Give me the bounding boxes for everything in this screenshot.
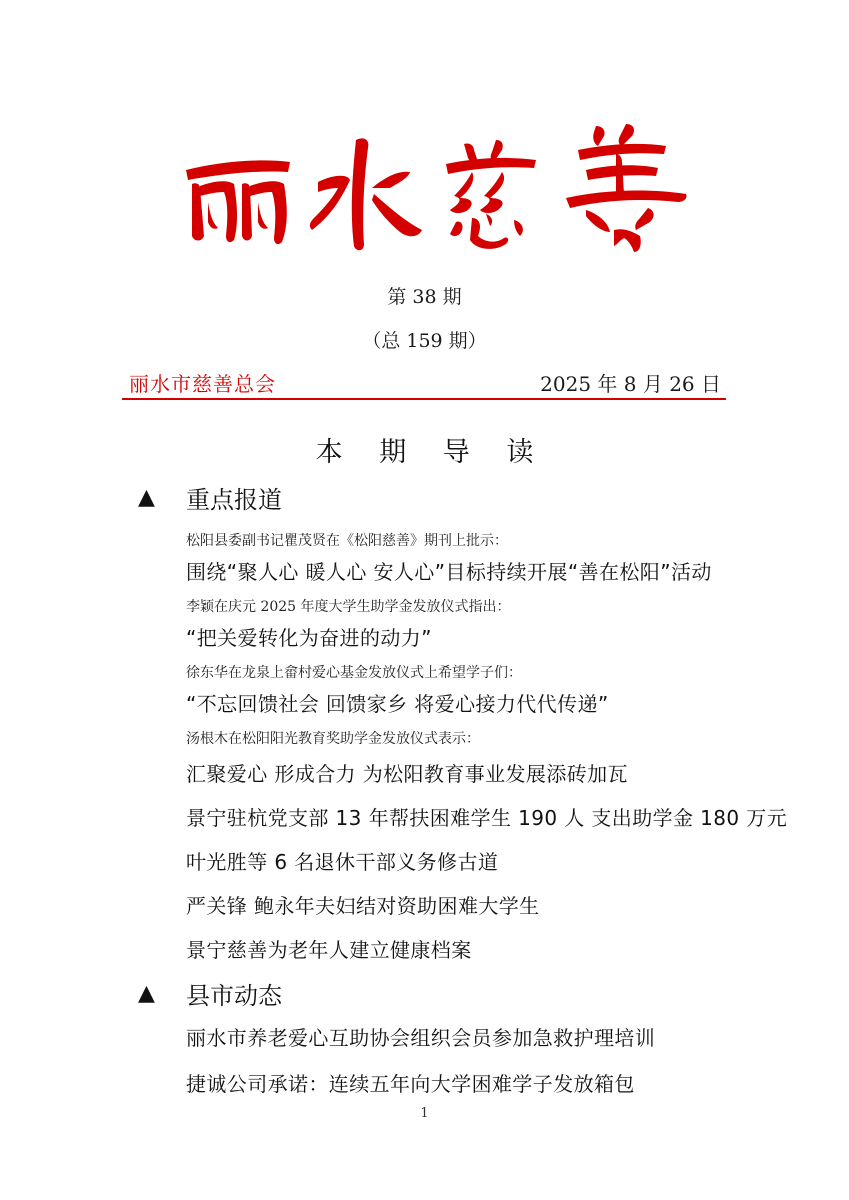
section-head-county-news xyxy=(138,976,282,1011)
issue-date: 2025 年 8 月 26 日 xyxy=(540,372,721,396)
section-title: 县市动态 xyxy=(186,982,282,1010)
toc-headline: 围绕“聚人心 暖人心 安人心”目标持续开展“善在松阳”活动 xyxy=(186,560,712,584)
page-number: 1 xyxy=(420,1106,429,1121)
toc-lead: 汤根木在松阳阳光教育奖助学金发放仪式表示： xyxy=(186,731,480,747)
section-title: 重点报道 xyxy=(186,486,282,514)
toc-headline: 捷诚公司承诺：连续五年向大学困难学子发放箱包 xyxy=(186,1072,635,1096)
issue-number: 第 38 期 xyxy=(387,286,462,308)
red-divider xyxy=(122,398,726,400)
toc-headline: “把关爱转化为奋进的动力” xyxy=(186,626,432,650)
publisher-line xyxy=(125,368,725,400)
toc-headline: 汇聚爱心 形成合力 为松阳教育事业发展添砖加瓦 xyxy=(186,762,628,786)
toc-headline: 景宁慈善为老年人建立健康档案 xyxy=(186,938,472,962)
toc-headline: 丽水市养老爱心互助协会组织会员参加急救护理培训 xyxy=(186,1026,656,1050)
issue-total: （总 159 期） xyxy=(362,330,487,352)
toc-title: 本 期 导 读 xyxy=(315,437,548,468)
toc-lead: 松阳县委副书记瞿茂贤在《松阳慈善》期刊上批示： xyxy=(186,533,508,549)
triangle-icon: ▲ xyxy=(138,485,155,510)
publisher-name: 丽水市慈善总会 xyxy=(129,372,276,396)
toc-headline: “不忘回馈社会 回馈家乡 将爱心接力代代传递” xyxy=(186,692,609,716)
section-head-key-reports xyxy=(138,480,282,515)
toc-lead: 李颖在庆元 2025 年度大学生助学金发放仪式指出： xyxy=(186,599,511,615)
toc-headline: 严关锋 鲍永年夫妇结对资助困难大学生 xyxy=(186,894,540,918)
masthead-calligraphy xyxy=(178,118,693,258)
toc-headline: 景宁驻杭党支部 13 年帮扶困难学生 190 人 支出助学金 180 万元 xyxy=(186,806,788,830)
masthead-logo xyxy=(178,118,693,258)
triangle-icon: ▲ xyxy=(138,981,155,1006)
toc-headline: 叶光胜等 6 名退休干部义务修古道 xyxy=(186,850,499,874)
toc-lead: 徐东华在龙泉上畲村爱心基金发放仪式上希望学子们： xyxy=(186,665,522,681)
